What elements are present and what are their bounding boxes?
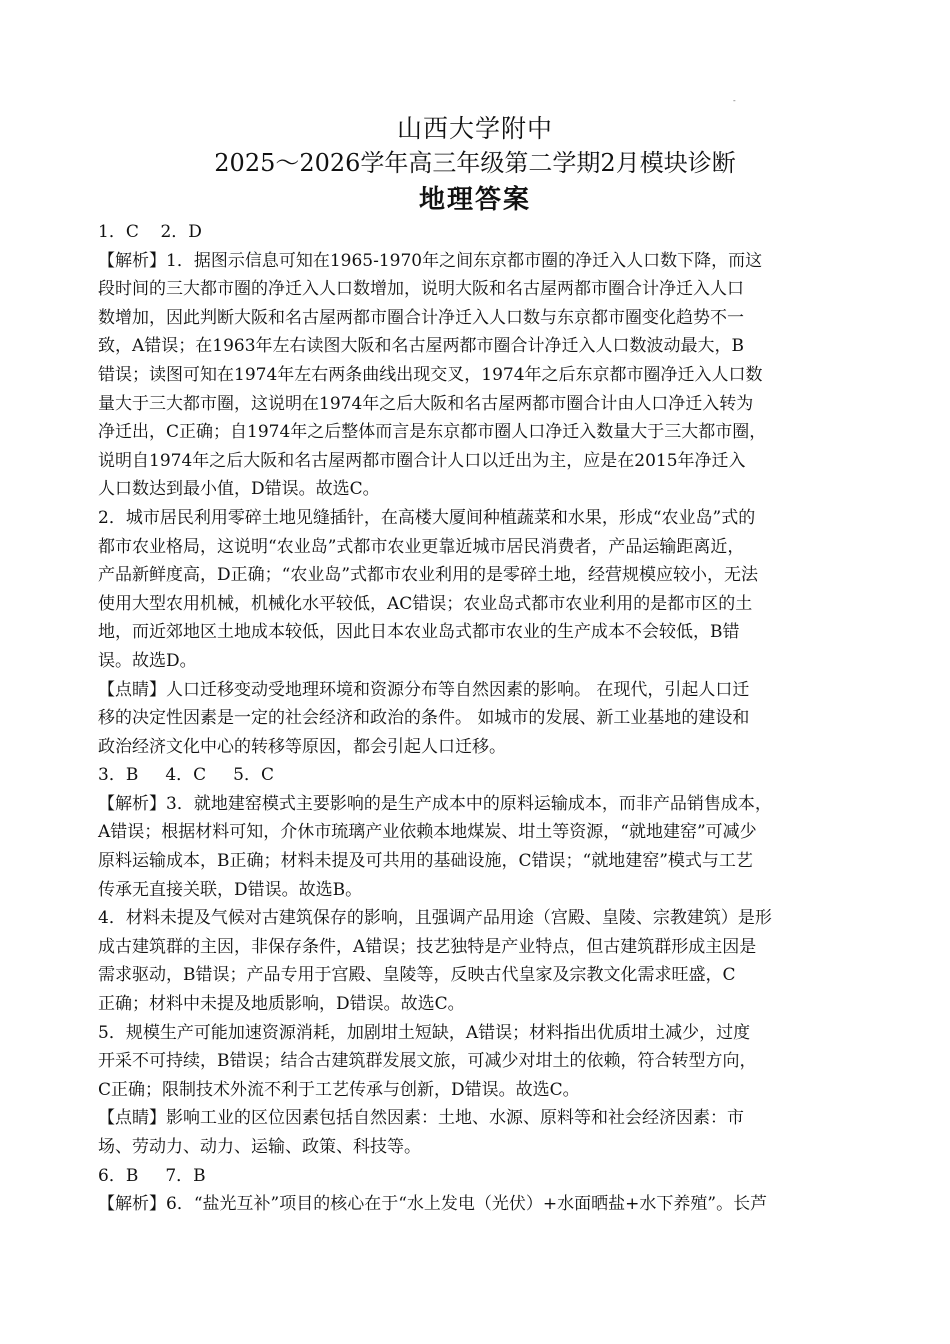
tip-line: 政治经济文化中心的转移等原因，都会引起人口迁移。 [98,736,506,757]
explanation-line: 产品新鲜度高，D正确；“农业岛”式都市农业利用的是零碎土地，经营规模应较小，无法 [98,565,759,586]
explanation-line: 致，A错误；在1963年左右读图大阪和名古屋两都市圈合计净迁入人口数波动最大，B [98,336,745,357]
explanation-line: 5．规模生产可能加速资源消耗，加剧坩土短缺，A错误；材料指出优质坩土减少，过度 [98,1022,751,1043]
explanation-line: 2．城市居民利用零碎土地见缝插针，在高楼大厦间种植蔬菜和水果，形成“农业岛”式的 [98,507,756,528]
explanation-line: 4．材料未提及气候对古建筑保存的影响，且强调产品用途（宫殿、皇陵、宗教建筑）是形 [98,908,772,929]
answer-key-line: 3．B 4．C 5．C [98,765,274,786]
explanation-line: 错误；读图可知在1974年左右两条曲线出现交叉，1974年之后东京都市圈净迁入人口数 [98,364,763,385]
explanation-line: 正确；材料中未提及地质影响，D错误。故选C。 [98,994,465,1015]
answer-key-line: 1．C 2．D [98,222,202,242]
document-header [0,112,950,220]
explanation-line: 原料运输成本，B正确；材料未提及可共用的基础设施，C错误；“就地建窑”模式与工艺 [98,851,753,872]
tip-line: 【点睛】人口迁移变动受地理环境和资源分布等自然因素的影响。 在现代，引起人口迁 [98,679,750,700]
tip-line: 【点睛】影响工业的区位因素包括自然因素：土地、水源、原料等和社会经济因素：市 [98,1108,744,1129]
school-name: 山西大学附中 [396,114,553,143]
explanation-line: 净迁出，C正确；自1974年之后整体而言是东京都市圈人口净迁入数量大于三大都市圈， [98,422,767,443]
explanation-line: 【解析】6．“盐光互补”项目的核心在于“水上发电（光伏）+水面晒盐+水下养殖”。长芦 [98,1194,768,1215]
explanation-line: 人口数达到最小值，D错误。故选C。 [98,479,380,500]
explanation-line: 需求驱动，B错误；产品专用于宫殿、皇陵等，反映古代皇家及宗教文化需求旺盛，C [98,965,736,986]
answer-content [98,218,838,1219]
exam-title: 2025～2026学年高三年级第二学期2月模块诊断 [214,149,736,177]
explanation-line: 开采不可持续，B错误；结合古建筑群发展文旅，可减少对坩土的依赖，符合转型方向， [98,1051,757,1072]
explanation-line: C正确；限制技术外流不利于工艺传承与创新，D错误。故选C。 [98,1079,580,1100]
explanation-line: 都市农业格局，这说明“农业岛”式都市农业更靠近城市居民消费者，产品运输距离近， [98,536,745,557]
tip-line: 移的决定性因素是一定的社会经济和政治的条件。 如城市的发展、新工业基地的建设和 [98,708,750,729]
explanation-line: 数增加，因此判断大阪和名古屋两都市圈合计净迁入人口数与东京都市圈变化趋势不一 [98,307,744,328]
subject-title: 地理答案 [418,185,531,215]
explanation-line: 使用大型农用机械，机械化水平较低，AC错误；农业岛式都市农业利用的是都市区的土 [98,593,753,614]
explanation-line: 【解析】3．就地建窑模式主要影响的是生产成本中的原料运输成本，而非产品销售成本， [98,793,772,814]
corner-mark: - [733,96,736,105]
explanation-line: 段时间的三大都市圈的净迁入人口数增加，说明大阪和名古屋两都市圈合计净迁入人口 [98,279,744,300]
explanation-line: 说明自1974年之后大阪和名古屋两都市圈合计人口以迁出为主，应是在2015年净迁入 [98,450,746,471]
explanation-line: 地，而近郊地区土地成本较低，因此日本农业岛式都市农业的生产成本不会较低，B错 [98,622,740,643]
explanation-line: 量大于三大都市圈，这说明在1974年之后大阪和名古屋两都市圈合计由人口净迁入转为 [98,393,754,414]
explanation-line: 成古建筑群的主因，非保存条件，A错误；技艺独特是产业特点，但古建筑群形成主因是 [98,936,757,957]
tip-line: 场、劳动力、动力、运输、政策、科技等。 [98,1137,421,1157]
explanation-line: 误。故选D。 [98,650,197,671]
explanation-line: A错误；根据材料可知，介休市琉璃产业依赖本地煤炭、坩土等资源，“就地建窑”可减少 [98,822,757,843]
explanation-line: 【解析】1．据图示信息可知在1965-1970年之间东京都市圈的净迁入人口数下降，而这 [98,250,763,271]
explanation-line: 传承无直接关联，D错误。故选B。 [98,879,363,900]
answer-key-line: 6．B 7．B [98,1165,206,1186]
